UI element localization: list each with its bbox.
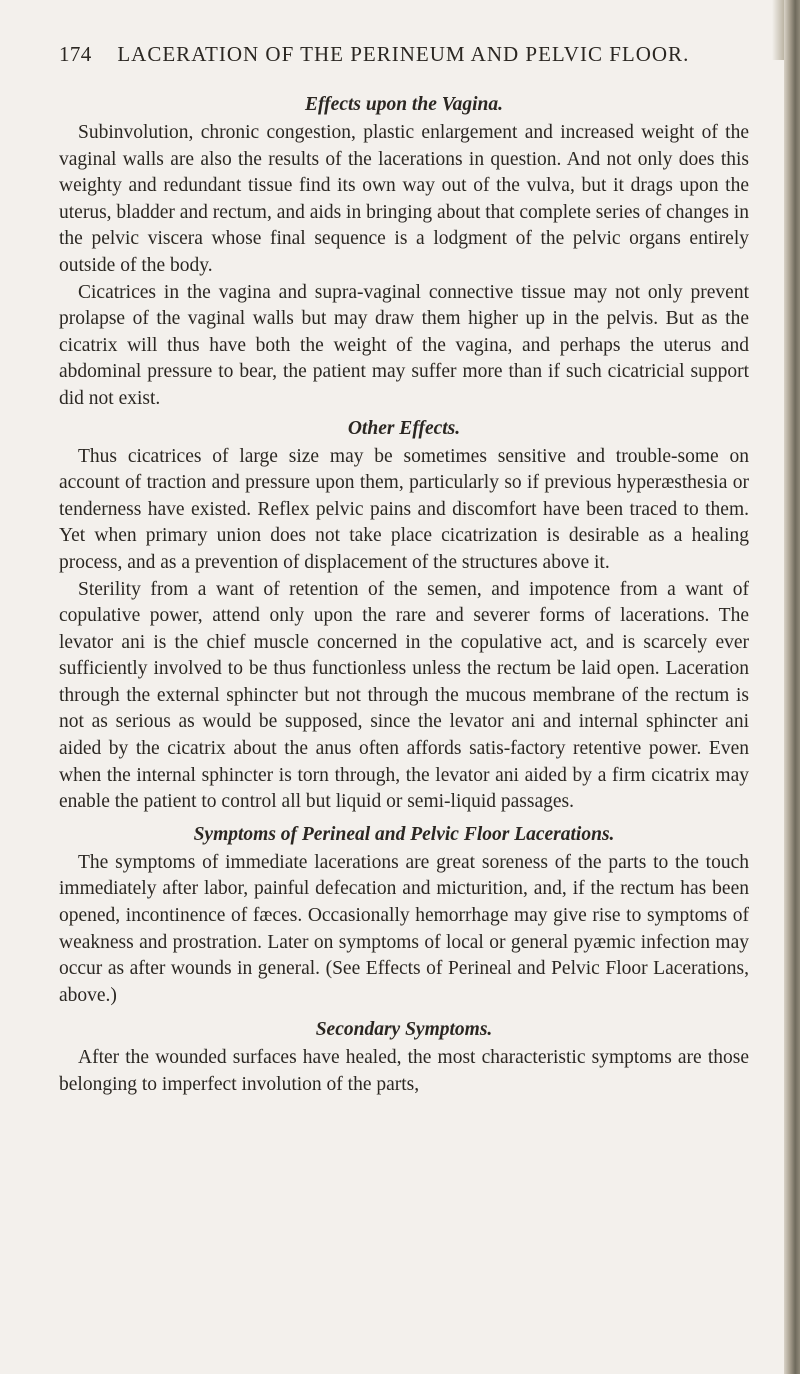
section-heading-effects-upon-vagina: Effects upon the Vagina. [305, 94, 503, 115]
section-heading-symptoms: Symptoms of Perineal and Pelvic Floor Lacerations. [193, 823, 615, 845]
paragraph: The symptoms of immediate lacerations are great soreness of the parts to the touch immediately after labor, painful defecation and micturition, and, if the rectum has been opened, incontinence of fæces. Occasionally hemorrhage may give rise to symptoms of weakness and prostration. Later on symptoms of local or general pyæmic infection may occur as after wounds in general. (See Effects of Perineal and Pelvic Floor Lacerations, above.) [59, 851, 749, 1006]
paragraph: Thus cicatrices of large size may be sometimes sensitive and trouble-some on account of traction and pressure upon them, particularly so if previous hyperæsthesia or tenderness have existed. Reflex pelvic pains and discomfort have been traced to them. Yet when primary union does not take place cicatrization is desirable as a healing process, and as a prevention of displacement of the structures above it. [59, 445, 749, 573]
paragraph: Subinvolution, chronic congestion, plastic enlargement and increased weight of the vaginal walls are also the results of the lacerations in question. And not only does this weighty and redundant tissue find its own way out of the vulva, but it drags upon the uterus, bladder and rectum, and aids in bringing about that complete series of changes in the pelvic viscera whose final sequence is a lodgment of the pelvic organs entirely outside of the body. [59, 122, 749, 276]
page-edge-shadow [784, 0, 800, 1374]
section-heading-other-effects: Other Effects. [347, 417, 461, 439]
paragraph: Cicatrices in the vagina and supra-vaginal connective tissue may not only prevent prolapse of the vaginal walls but may draw them higher up in the pelvis. But as the cicatrix will thus have both the weight of the vagina, and perhaps the uterus and abdominal pressure to bear, the patient may suffer more than if such cicatricial support did not exist. [59, 281, 749, 409]
page-header [59, 42, 759, 67]
running-title: LACERATION OF THE PERINEUM AND PELVIC FLOOR. [117, 42, 690, 66]
paragraph: After the wounded surfaces have healed, the most characteristic symptoms are those belonging to imperfect involution of the parts, [59, 1047, 749, 1095]
page-body [59, 90, 749, 1099]
paragraph: Sterility from a want of retention of the semen, and impotence from a want of copulative power, attend only upon the rare and severer forms of lacerations. The levator ani is the chief muscle concerned in the copulative act, and is scarcely ever sufficiently involved to be thus functionless unless the rectum be laid open. Laceration through the external sphincter but not through the mucous membrane of the rectum is not as serious as would be supposed, since the levator ani and internal sphincter ani aided by the cicatrix about the anus often affords satis-factory retentive power. Even when the internal sphincter is torn through, the levator ani aided by a firm cicatrix may enable the patient to control all but liquid or semi-liquid passages. [59, 578, 749, 813]
section-heading-secondary-symptoms: Secondary Symptoms. [315, 1019, 493, 1041]
page-number: 174 [59, 42, 92, 66]
